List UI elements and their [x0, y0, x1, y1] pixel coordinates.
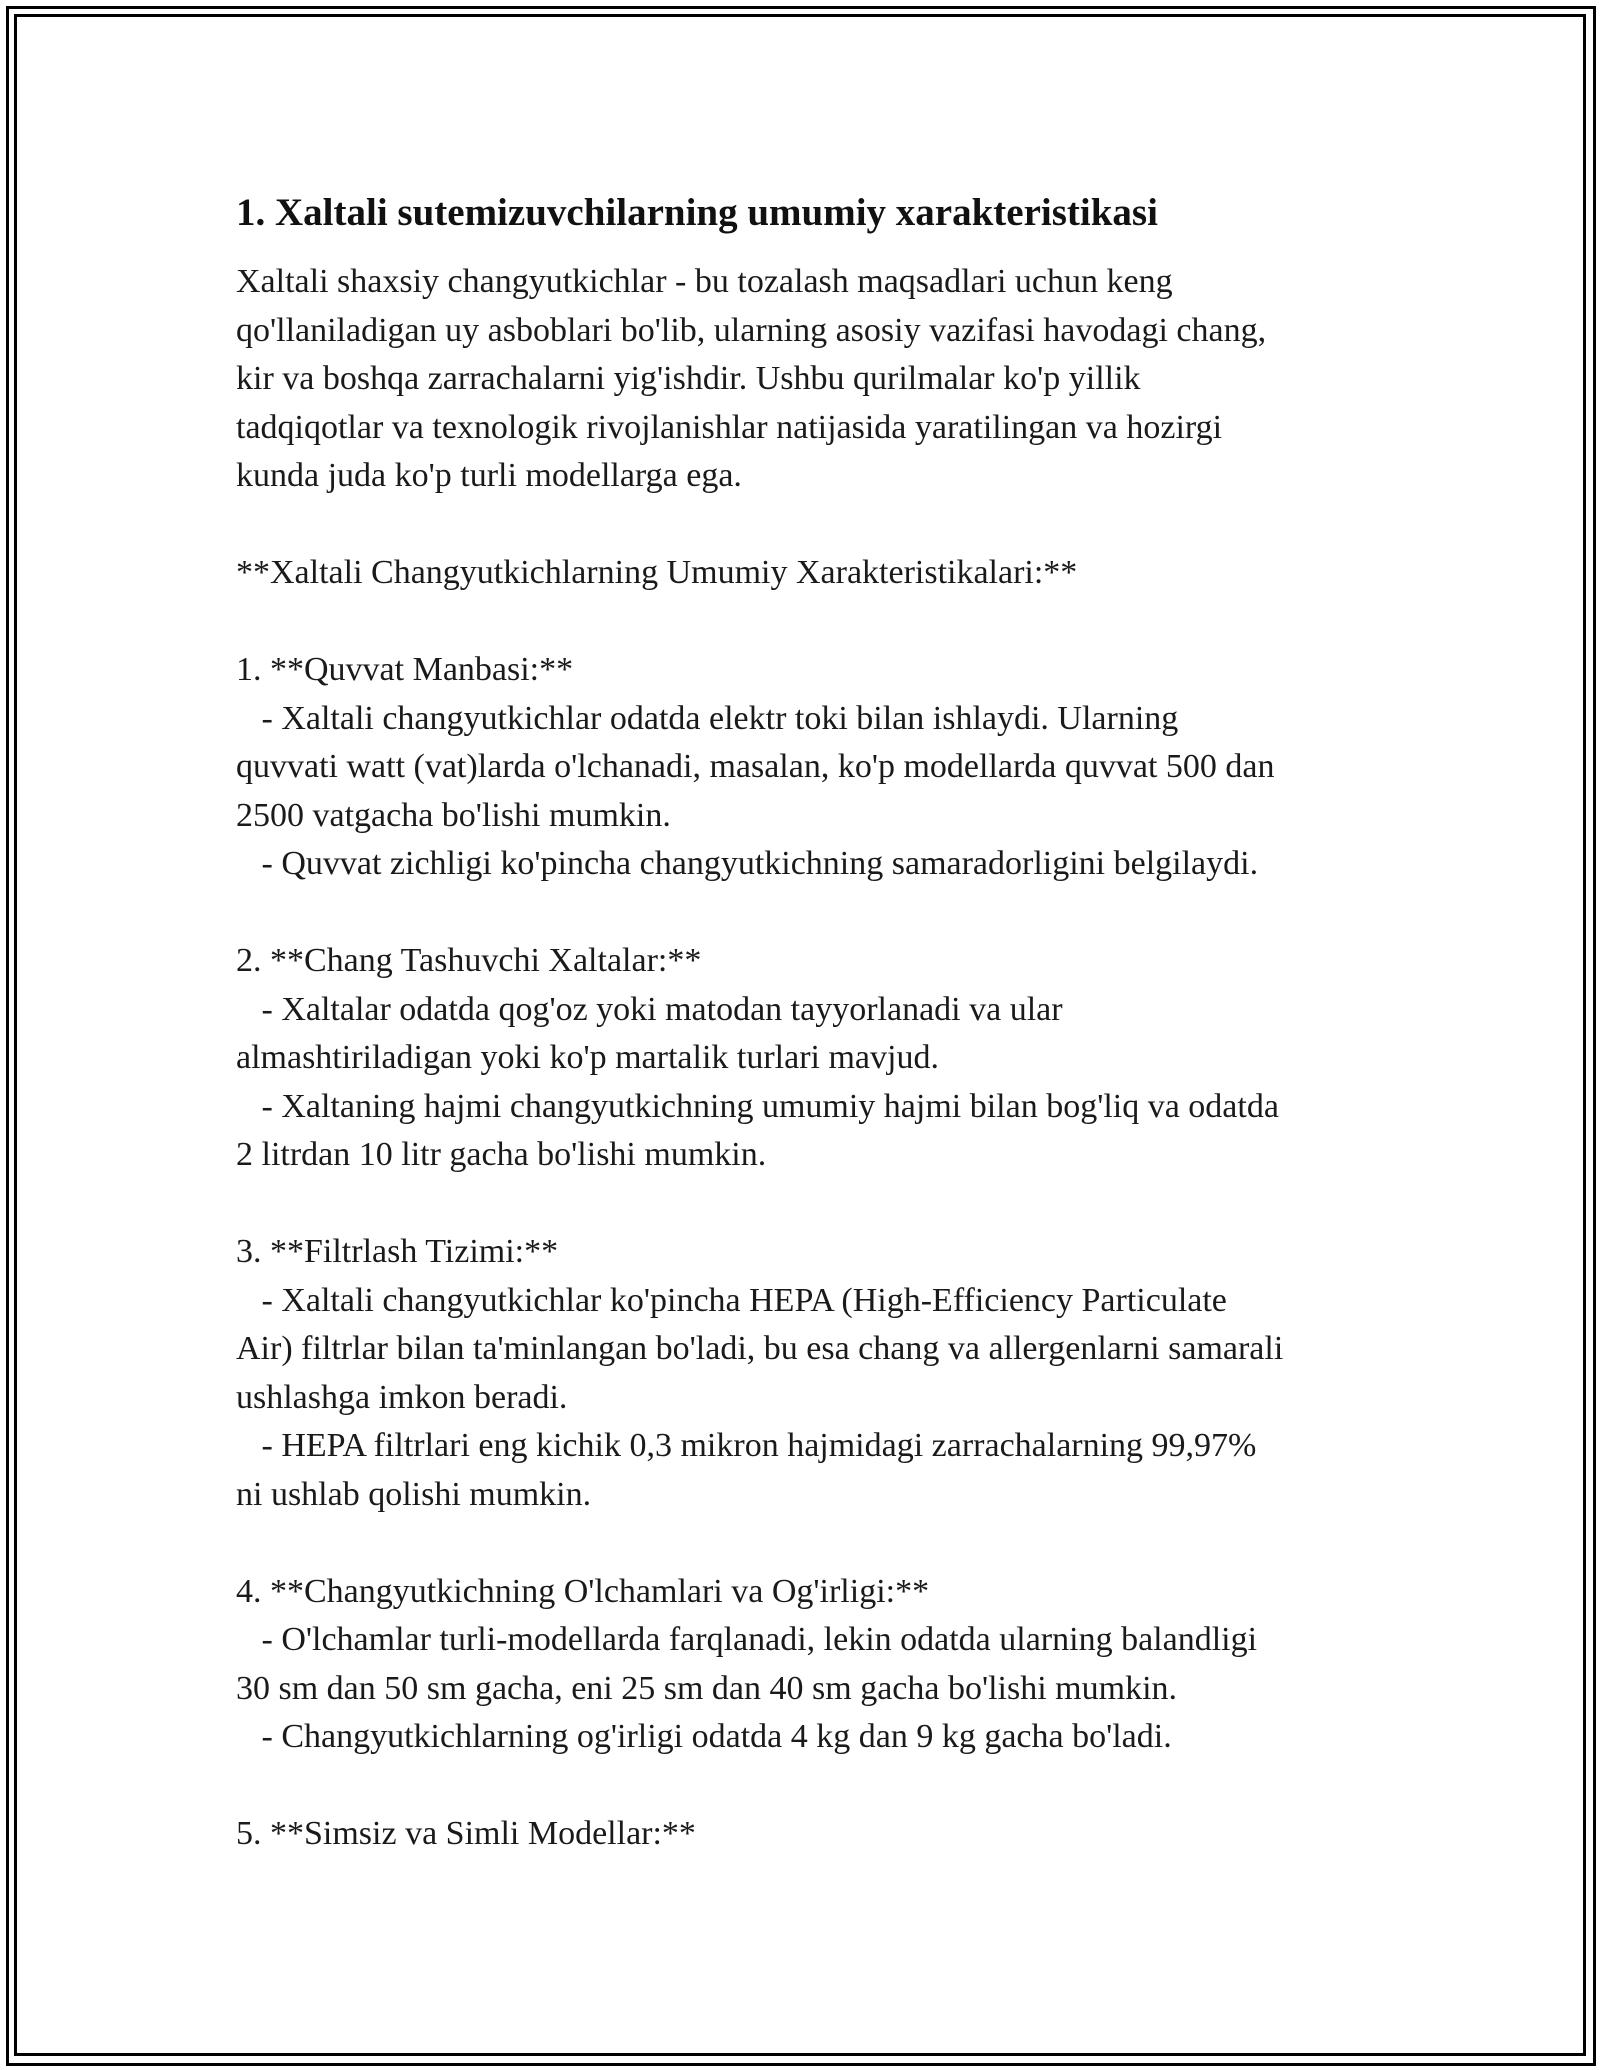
section-1-title: 1. **Quvvat Manbasi:**	[236, 651, 574, 688]
spacer	[236, 1519, 1386, 1568]
characteristics-subtitle: **Xaltali Changyutkichlarning Umumiy Xarakteristikalari:**	[236, 554, 1078, 591]
section-2-title: 2. **Chang Tashuvchi Xaltalar:**	[236, 942, 702, 979]
section-2-body: - Xaltalar odatda qog'oz yoki matodan tayyorlanadi va ular almashtiriladigan yoki ko'p martalik turlari mavjud. - Xaltaning hajmi changyutkichning umumiy hajmi bilan bog'liq va odatda 2 litrdan 10 litr gacha bo'lishi mumkin.	[236, 990, 1279, 1173]
spacer	[236, 598, 1386, 647]
spacer	[236, 501, 1386, 550]
section-4-body: - O'lchamlar turli-modellarda farqlanadi, lekin odatda ularning balandligi 30 sm dan 50 sm gacha, eni 25 sm dan 40 sm gacha bo'lishi mumkin. - Changyutkichlarning og'irligi odatda 4 kg dan 9 kg gacha bo'ladi.	[236, 1621, 1258, 1755]
section-1-body: - Xaltali changyutkichlar odatda elektr toki bilan ishlaydi. Ularning quvvati watt (vat)larda o'lchanadi, masalan, ko'p modellarda quvvat 500 dan 2500 vatgacha bo'lishi mumkin. - Quvvat zichligi ko'pincha changyutkichning samaradorligini belgilaydi.	[236, 699, 1275, 882]
spacer	[236, 1762, 1386, 1811]
spacer	[236, 1180, 1386, 1229]
section-5-title: 5. **Simsiz va Simli Modellar:**	[236, 1815, 696, 1852]
section-3-body: - Xaltali changyutkichlar ko'pincha HEPA (High-Efficiency Particulate Air) filtrlar bilan ta'minlangan bo'ladi, bu esa chang va allergenlarni samarali ushlashga imkon beradi. - HEPA filtrlari eng kichik 0,3 mikron hajmidagi zarrachalarning 99,97% ni ushlab qolishi mumkin.	[236, 1281, 1284, 1513]
section-3-title: 3. **Filtrlash Tizimi:**	[236, 1233, 559, 1270]
section-4-title: 4. **Changyutkichning O'lchamlari va Og'irligi:**	[236, 1572, 930, 1610]
section-heading: 1. Xaltali sutemizuvchilarning umumiy xarakteristikasi	[236, 191, 1158, 234]
spacer	[236, 889, 1386, 938]
document-body	[236, 186, 1386, 1859]
intro-paragraph: Xaltali shaxsiy changyutkichlar - bu tozalash maqsadlari uchun keng qo'llaniladigan uy asboblari bo'lib, ularning asosiy vazifasi havodagi chang, kir va boshqa zarrachalarni yig'ishdir. Ushbu qurilmalar ko'p yillik tadqiqotlar va texnologik rivojlanishlar natijasida yaratilingan va hozirgi kunda juda ko'p turli modellarga ega.	[236, 263, 1267, 494]
